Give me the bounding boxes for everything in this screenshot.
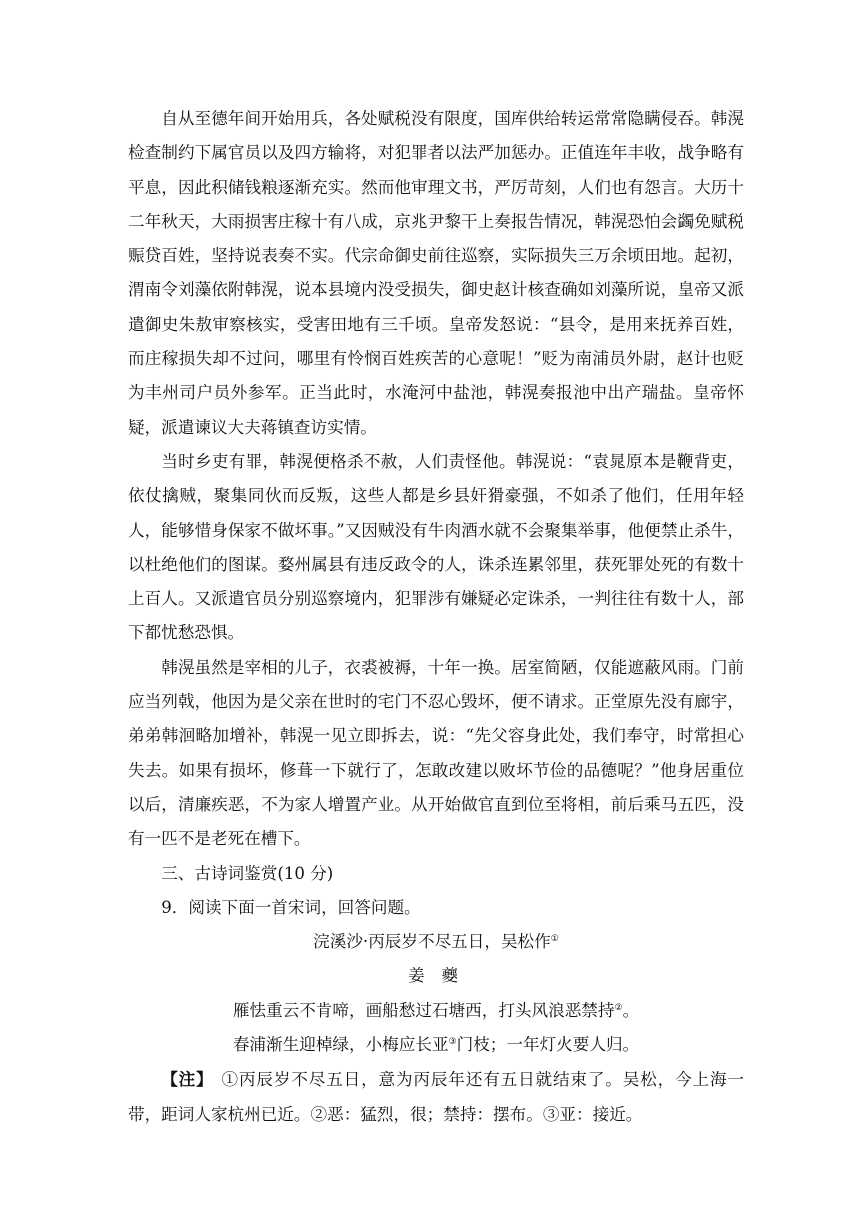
annotation-label: 【注】 [161,1069,214,1090]
poem-line-1-note-mark: ② [614,1002,623,1013]
annotation-note [128,1062,744,1132]
document-page [128,102,744,1132]
paragraph-3: 韩滉虽然是宰相的儿子，衣裘被褥，十年一换。居室简陋，仅能遮蔽风雨。门前应当列戟，他因为是父亲在世时的宅门不忍心毁坏，便不请求。正堂原先没有廊宇，弟弟韩洄略加增补，韩滉一见立即拆去，说：“先父容身此处，我们奉守，时常担心失去。如果有损坏，修葺一下就行了，怎敢改建以败坏节俭的品德呢？”他身居重位以后，清廉疾恶，不为家人增置产业。从开始做官直到位至将相，前后乘马五匹，没有一匹不是老死在槽下。 [128,657,744,849]
poem-title-note-mark: ① [550,934,559,945]
question-prompt: 9．阅读下面一首宋词，回答问题。 [161,897,421,917]
poem-line-2-text-a: 春浦渐生迎棹绿，小梅应长亚 [232,1035,449,1055]
poem-title-text: 浣溪沙·丙辰岁不尽五日，吴松作 [313,932,551,952]
poem-line-2 [128,1028,744,1062]
poem-title [128,925,744,959]
paragraph-1: 自从至德年间开始用兵，各处赋税没有限度，国库供给转运常常隐瞒侵吞。韩滉检查制约下属官员以及四方输将，对犯罪者以法严加惩办。正值连年丰收，战争略有平息，因此积储钱粮逐渐充实。然而他审理文书，严厉苛刻，人们也有怨言。大历十二年秋天，大雨损害庄稼十有八成，京兆尹黎干上奏报告情况，韩滉恐怕会蠲免赋税赈贷百姓，坚持说表奏不实。代宗命御史前往巡察，实际损失三万余顷田地。起初，渭南令刘藻依附韩滉，说本县境内没受损失，御史赵计核查确如刘藻所说，皇帝又派遣御史朱敖审察核实，受害田地有三千顷。皇帝发怒说：“县令，是用来抚养百姓，而庄稼损失却不过问，哪里有怜悯百姓疾苦的心意呢！”贬为南浦员外尉，赵计也贬为丰州司户员外参军。正当此时，水淹河中盐池，韩滉奏报池中出产瑞盐。皇帝怀疑，派遣谏议大夫蒋镇查访实情。 [128,109,744,437]
section-heading: 三、古诗词鉴赏(10 分) [161,863,334,883]
poem-author: 姜 夔 [408,966,464,986]
poem-line-1 [128,994,744,1028]
poem-line-2-note-mark: ③ [448,1037,457,1048]
poem-line-1-text-a: 雁怯重云不肯啼，画船愁过石塘西，打头风浪恶禁持 [232,1000,615,1020]
poem-line-2-text-b: 门枝；一年灯火要人归。 [456,1035,640,1055]
poem-line-1-text-b: 。 [622,1000,640,1020]
paragraph-2: 当时乡吏有罪，韩滉便格杀不赦，人们责怪他。韩滉说：“袁晁原本是鞭背吏，依仗擒贼，聚集同伙而反叛，这些人都是乡县奸猾豪强，不如杀了他们，任用年轻人，能够惜身保家不做坏事。”又因贼没有牛肉酒水就不会聚集举事，他便禁止杀牛，以杜绝他们的图谋。婺州属县有违反政令的人，诛杀连累邻里，获死罪处死的有数十上百人。又派遣官员分别巡察境内，犯罪涉有嫌疑必定诛杀，一判往往有数十人，部下都忧愁恐惧。 [128,451,744,643]
annotation-text: ①丙辰岁不尽五日，意为丙辰年还有五日就结束了。吴松，今上海一带，距词人家杭州已近。②恶：猛烈，很；禁持：摆布。③亚：接近。 [128,1070,745,1124]
